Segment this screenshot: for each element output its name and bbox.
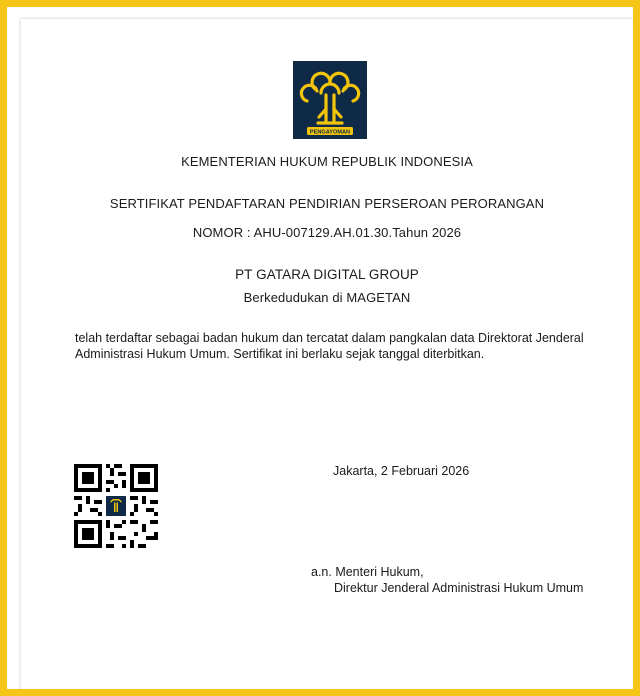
certificate-title: SERTIFIKAT PENDAFTARAN PENDIRIAN PERSEROAN PERORANGAN — [109, 196, 545, 211]
qr-code-graphic — [74, 464, 158, 548]
pengayoman-emblem-icon — [293, 61, 367, 139]
pengayoman-logo — [293, 61, 367, 139]
signer-on-behalf: a.n. Menteri Hukum, — [311, 565, 424, 579]
signer-title: Direktur Jenderal Administrasi Hukum Umum — [334, 581, 584, 595]
registration-statement: telah terdaftar sebagai badan hukum dan tercatat dalam pangkalan data Direktorat Jenderal Administrasi Hukum Umum. Sertifikat ini berlaku sejak tanggal diterbitkan. — [75, 331, 584, 361]
company-domicile: Berkedudukan di MAGETAN — [243, 290, 411, 305]
issue-place-date: Jakarta, 2 Februari 2026 — [333, 464, 470, 478]
certificate-page — [21, 19, 633, 691]
company-name: PT GATARA DIGITAL GROUP — [235, 267, 419, 282]
certificate-number: NOMOR : AHU-007129.AH.01.30.Tahun 2026 — [192, 225, 462, 240]
qr-code-icon — [74, 464, 158, 548]
ministry-heading: KEMENTERIAN HUKUM REPUBLIK INDONESIA — [181, 154, 473, 169]
logo-caption: PENGAYOMAN — [309, 129, 351, 136]
